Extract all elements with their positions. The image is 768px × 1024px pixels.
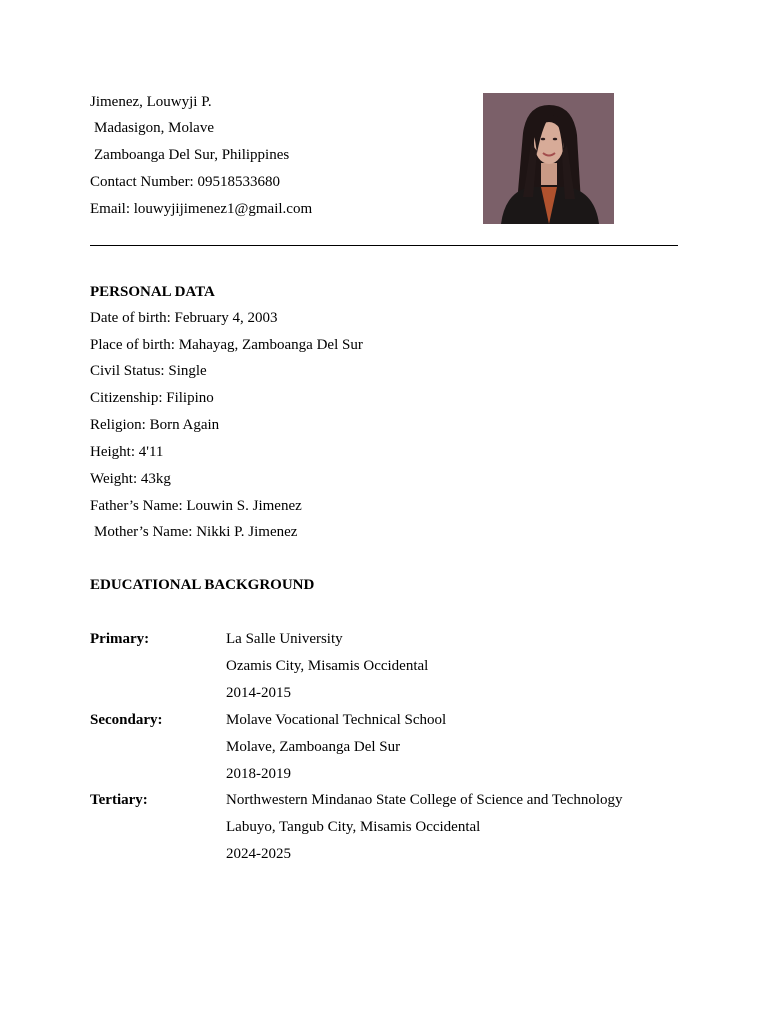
personal-height: Height: 4'11 [90, 444, 164, 460]
personal-data-heading: PERSONAL DATA [90, 284, 215, 300]
education-secondary-location: Molave, Zamboanga Del Sur [226, 739, 401, 755]
personal-date-of-birth: Date of birth: February 4, 2003 [90, 310, 278, 326]
applicant-name: Jimenez, Louwyji P. [90, 94, 212, 110]
personal-mothers-name: Mother’s Name: Nikki P. Jimenez [94, 524, 298, 540]
education-tertiary-school: Northwestern Mindanao State College of Science and Technology [226, 792, 623, 808]
education-level-primary: Primary: [90, 631, 150, 647]
personal-civil-status: Civil Status: Single [90, 363, 207, 379]
portrait-image [483, 93, 614, 224]
profile-photo [483, 93, 614, 224]
email [90, 200, 312, 218]
education-secondary-school: Molave Vocational Technical School [226, 712, 447, 728]
address-line-1: Madasigon, Molave [94, 120, 214, 136]
personal-place-of-birth: Place of birth: Mahayag, Zamboanga Del Sur [90, 337, 363, 353]
email-label: Email: [90, 201, 130, 217]
education-tertiary-years: 2024-2025 [226, 846, 291, 862]
education-secondary-years: 2018-2019 [226, 766, 291, 782]
contact-number [90, 173, 280, 191]
education-level-tertiary: Tertiary: [90, 792, 148, 808]
email-value: louwyjijimenez1@gmail.com [133, 201, 313, 217]
personal-religion: Religion: Born Again [90, 417, 220, 433]
education-tertiary-location: Labuyo, Tangub City, Misamis Occidental [226, 819, 481, 835]
personal-citizenship: Citizenship: Filipino [90, 390, 214, 406]
header-divider [90, 245, 678, 246]
personal-fathers-name: Father’s Name: Louwin S. Jimenez [90, 498, 302, 514]
education-primary-location: Ozamis City, Misamis Occidental [226, 658, 429, 674]
address-line-2: Zamboanga Del Sur, Philippines [94, 147, 290, 163]
education-primary-school: La Salle University [226, 631, 343, 647]
contact-label: Contact Number: [90, 174, 194, 190]
contact-value: 09518533680 [197, 174, 280, 190]
education-heading: EDUCATIONAL BACKGROUND [90, 577, 315, 593]
personal-weight: Weight: 43kg [90, 471, 171, 487]
education-level-secondary: Secondary: [90, 712, 163, 728]
education-primary-years: 2014-2015 [226, 685, 291, 701]
